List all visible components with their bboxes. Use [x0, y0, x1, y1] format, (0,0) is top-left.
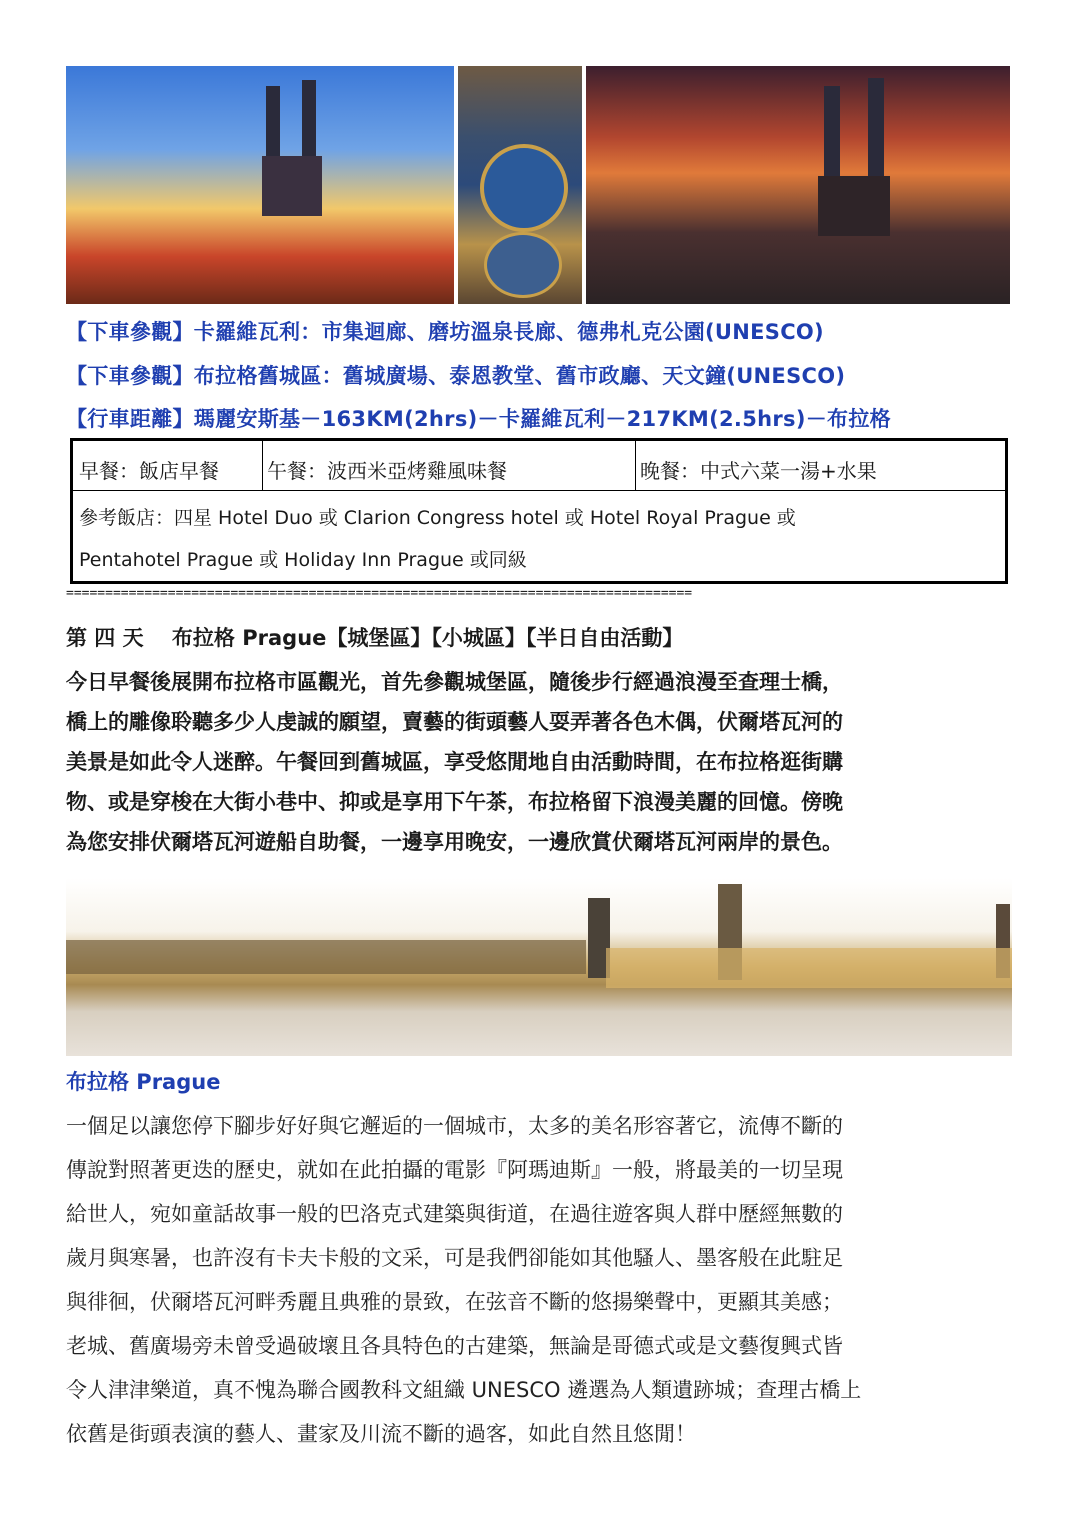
day-four-line: 今日早餐後展開布拉格市區觀光，首先參觀城堡區，隨後步行經過浪漫至查理士橋， — [66, 670, 843, 694]
prague-line: 依舊是街頭表演的藝人、畫家及川流不斷的過客，如此自然且悠閒！ — [66, 1422, 696, 1446]
prague-line: 老城、舊廣場旁未曾受過破壞且各具特色的古建築，無論是哥德式或是文藝復興式皆 — [66, 1334, 843, 1358]
day-four-line: 橋上的雕像聆聽多少人虔誠的願望，賣藝的街頭藝人耍弄著各色木偶，伏爾塔瓦河的 — [66, 710, 843, 734]
day-four-line: 為您安排伏爾塔瓦河遊船自助餐，一邊享用晚安，一邊欣賞伏爾塔瓦河兩岸的景色。 — [66, 830, 843, 854]
day-four-line: 物、或是穿梭在大街小巷中、抑或是享用下午茶，布拉格留下浪漫美麗的回憶。傍晚 — [66, 790, 843, 814]
prague-description — [66, 1104, 1016, 1456]
charles-bridge-panorama-photo — [66, 878, 1012, 1056]
dinner-cell: 晚餐：中式六菜一湯+水果 — [640, 459, 877, 483]
info-line-prague-old-town: 【下車參觀】布拉格舊城區：舊城廣場、泰恩教堂、舊市政廳、天文鐘(UNESCO) — [66, 364, 846, 388]
day-four-title: 第 四 天 布拉格 Prague【城堡區】【小城區】【半日自由活動】 — [66, 626, 684, 650]
divider-line: ================================================================================ — [66, 586, 693, 601]
hotel-line-2: Pentahotel Prague 或 Holiday Inn Prague 或同級 — [79, 549, 527, 571]
day-four-line: 美景是如此令人迷醉。午餐回到舊城區，享受悠閒地自由活動時間，在布拉格逛街購 — [66, 750, 843, 774]
prague-line: 一個足以讓您停下腳步好好與它邂逅的一個城市，太多的美名形容著它，流傳不斷的 — [66, 1114, 843, 1138]
prague-line: 傳說對照著更迭的歷史，就如在此拍攝的電影『阿瑪迪斯』一般，將最美的一切呈現 — [66, 1158, 843, 1182]
prague-christmas-market-photo — [66, 66, 454, 304]
prague-line: 給世人，宛如童話故事一般的巴洛克式建築與街道，在過往遊客與人群中歷經無數的 — [66, 1202, 843, 1226]
hotel-line-1: 參考飯店：四星 Hotel Duo 或 Clarion Congress hotel 或 Hotel Royal Prague 或 — [79, 507, 796, 529]
info-line-karlovy-vary: 【下車參觀】卡羅維瓦利：市集迴廊、磨坊溫泉長廊、德弗札克公園(UNESCO) — [66, 320, 824, 344]
prague-line: 與徘徊，伏爾塔瓦河畔秀麗且典雅的景致，在弦音不斷的悠揚樂聲中，更顯其美感； — [66, 1290, 843, 1314]
prague-heading: 布拉格 Prague — [66, 1070, 221, 1094]
day-four-description — [66, 662, 1016, 862]
old-town-sunset-photo — [586, 66, 1010, 304]
info-line-driving-distance: 【行車距離】瑪麗安斯基－163KM(2hrs)－卡羅維瓦利－217KM(2.5hrs)－布拉格 — [66, 407, 891, 431]
astronomical-clock-photo — [458, 66, 582, 304]
breakfast-cell: 早餐：飯店早餐 — [79, 459, 219, 483]
prague-line: 令人津津樂道，真不愧為聯合國教科文組織 UNESCO 遴選為人類遺跡城；查理古橋上 — [66, 1378, 862, 1402]
meal-hotel-table — [70, 438, 1008, 584]
lunch-cell: 午餐：波西米亞烤雞風味餐 — [267, 459, 507, 483]
prague-line: 歲月與寒暑，也許沒有卡夫卡般的文采，可是我們卻能如其他騷人、墨客般在此駐足 — [66, 1246, 843, 1270]
